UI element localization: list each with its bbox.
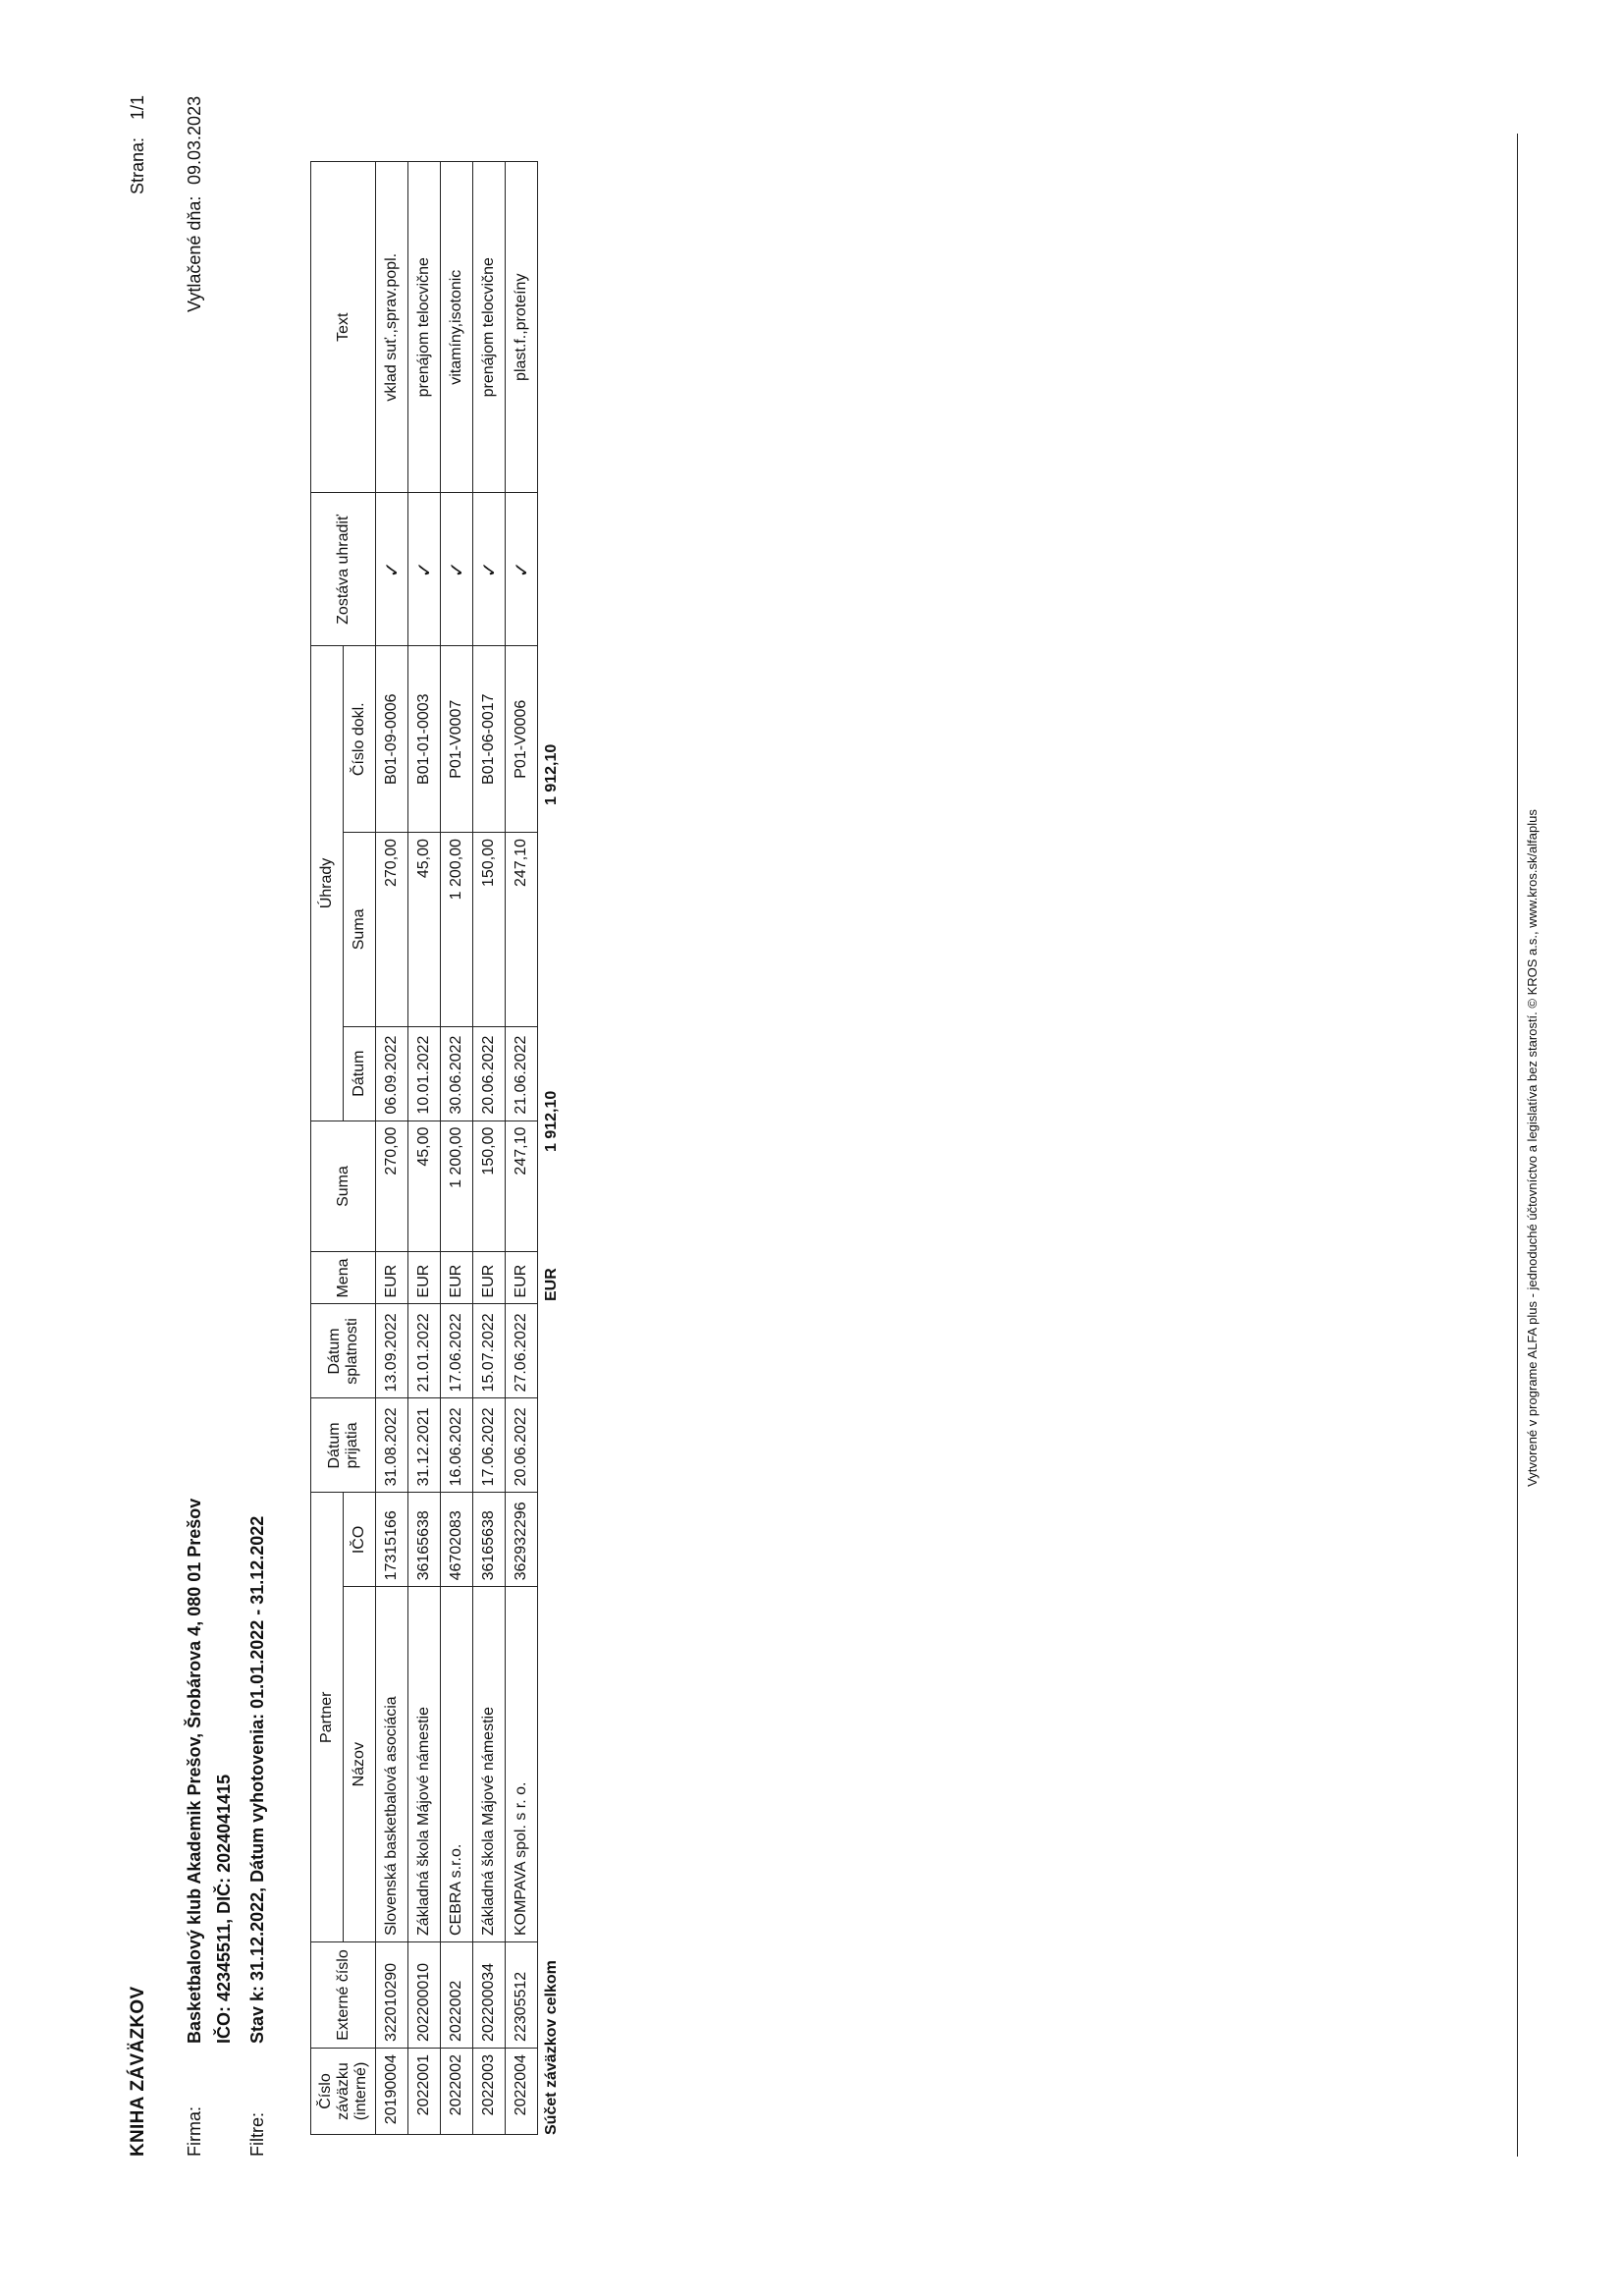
footer-text: Vytvorené v programe ALFA plus - jednoduché účtovníctvo a legislatíva bez starostí. © KROS a.s., www.kros.sk/alfaplus bbox=[1525, 809, 1540, 1487]
check-icon: ✓ bbox=[376, 493, 408, 646]
cell-mena: EUR bbox=[376, 1252, 408, 1304]
cell-cislo: 2022003 bbox=[473, 2049, 506, 2135]
strana-value: 1/1 bbox=[128, 94, 147, 120]
cell-suma: 270,00 bbox=[376, 1121, 408, 1252]
totals-payments-sum: 1 912,10 bbox=[543, 743, 560, 805]
cell-prijatia: 31.08.2022 bbox=[376, 1398, 408, 1493]
cell-text: plast.f.,proteíny bbox=[506, 162, 538, 493]
cell-uhrady-suma: 247,10 bbox=[506, 833, 538, 1027]
col-cislo-zavazku: Číslo záväzku (interné) bbox=[311, 2049, 376, 2135]
check-icon: ✓ bbox=[408, 493, 441, 646]
firma-label: Firma: bbox=[185, 2106, 204, 2157]
cell-uhrady-suma: 270,00 bbox=[376, 833, 408, 1027]
cell-uhrady-suma: 1 200,00 bbox=[441, 833, 473, 1027]
cell-nazov: CEBRA s.r.o. bbox=[441, 1587, 473, 1942]
cell-mena: EUR bbox=[441, 1252, 473, 1304]
footer-divider bbox=[1517, 134, 1518, 2157]
col-suma: Suma bbox=[311, 1121, 376, 1252]
cell-externe: 202200034 bbox=[473, 1942, 506, 2049]
col-cislo-dokl: Číslo dokl. bbox=[344, 646, 376, 833]
table-header-row bbox=[311, 162, 344, 2135]
firma-ico-dic: IČO: 42345511, DIČ: 2024041415 bbox=[214, 1774, 234, 2044]
cell-uhrady-suma: 45,00 bbox=[408, 833, 441, 1027]
cell-uhrady-datum: 30.06.2022 bbox=[441, 1026, 473, 1121]
check-icon: ✓ bbox=[473, 493, 506, 646]
col-datum-prijatia: Dátum prijatia bbox=[311, 1398, 376, 1493]
cell-mena: EUR bbox=[506, 1252, 538, 1304]
cell-nazov: Základná škola Májové námestie bbox=[408, 1587, 441, 1942]
cell-splatnosti: 17.06.2022 bbox=[441, 1304, 473, 1398]
col-text: Text bbox=[311, 162, 376, 493]
printed-label: Vytlačené dňa: bbox=[185, 195, 204, 312]
cell-prijatia: 20.06.2022 bbox=[506, 1398, 538, 1493]
cell-ico: 46702083 bbox=[441, 1493, 473, 1587]
cell-uhrady-suma: 150,00 bbox=[473, 833, 506, 1027]
liabilities-table bbox=[310, 161, 538, 2135]
cell-suma: 150,00 bbox=[473, 1121, 506, 1252]
totals-label: Súčet záväzkov celkom bbox=[543, 1960, 560, 2135]
cell-text: prenájom telocvične bbox=[408, 162, 441, 493]
cell-text: vklad suť.,sprav.popl. bbox=[376, 162, 408, 493]
cell-cislo-dokl: P01-V0006 bbox=[506, 646, 538, 833]
cell-uhrady-datum: 10.01.2022 bbox=[408, 1026, 441, 1121]
filtre-value: Stav k: 31.12.2022, Dátum vyhotovenia: 01.01.2022 - 31.12.2022 bbox=[247, 1515, 267, 2044]
cell-externe: 322010290 bbox=[376, 1942, 408, 2049]
col-zostava-uhradit: Zostáva uhradiť bbox=[311, 493, 376, 646]
cell-suma: 247,10 bbox=[506, 1121, 538, 1252]
cell-cislo: 2022002 bbox=[441, 2049, 473, 2135]
totals-currency: EUR bbox=[543, 1268, 560, 1301]
col-externe-cislo: Externé číslo bbox=[311, 1942, 376, 2049]
printed-date: 09.03.2023 bbox=[185, 95, 204, 185]
firma-name-address: Basketbalový klub Akademik Prešov, Šrobárova 4, 080 01 Prešov bbox=[185, 1498, 204, 2044]
cell-prijatia: 31.12.2021 bbox=[408, 1398, 441, 1493]
strana-label: Strana: bbox=[128, 137, 147, 194]
cell-externe: 2022002 bbox=[441, 1942, 473, 2049]
cell-cislo: 2022001 bbox=[408, 2049, 441, 2135]
cell-suma: 1 200,00 bbox=[441, 1121, 473, 1252]
cell-cislo: 2022004 bbox=[506, 2049, 538, 2135]
cell-splatnosti: 27.06.2022 bbox=[506, 1304, 538, 1398]
cell-nazov: Slovenská basketbalová asociácia bbox=[376, 1587, 408, 1942]
table-row bbox=[506, 162, 538, 2135]
cell-cislo-dokl: P01-V0007 bbox=[441, 646, 473, 833]
document-title: KNIHA ZÁVÄZKOV bbox=[128, 1986, 148, 2157]
cell-uhrady-datum: 20.06.2022 bbox=[473, 1026, 506, 1121]
table-row bbox=[441, 162, 473, 2135]
cell-ico: 17315166 bbox=[376, 1493, 408, 1587]
table-row bbox=[408, 162, 441, 2135]
filtre-label: Filtre: bbox=[247, 2112, 267, 2157]
cell-text: vitamíny,isotonic bbox=[441, 162, 473, 493]
table-row bbox=[473, 162, 506, 2135]
col-uhrady-suma: Suma bbox=[344, 833, 376, 1027]
table-row bbox=[376, 162, 408, 2135]
cell-prijatia: 17.06.2022 bbox=[473, 1398, 506, 1493]
cell-suma: 45,00 bbox=[408, 1121, 441, 1252]
check-icon: ✓ bbox=[506, 493, 538, 646]
cell-nazov: Základná škola Májové námestie bbox=[473, 1587, 506, 1942]
cell-splatnosti: 15.07.2022 bbox=[473, 1304, 506, 1398]
cell-cislo-dokl: B01-01-0003 bbox=[408, 646, 441, 833]
cell-text: prenájom telocvične bbox=[473, 162, 506, 493]
col-nazov: Názov bbox=[344, 1587, 376, 1942]
col-partner: Partner bbox=[311, 1493, 344, 1942]
cell-nazov: KOMPAVA spol. s r. o. bbox=[506, 1587, 538, 1942]
cell-splatnosti: 13.09.2022 bbox=[376, 1304, 408, 1398]
cell-externe: 202200010 bbox=[408, 1942, 441, 2049]
cell-cislo-dokl: B01-09-0006 bbox=[376, 646, 408, 833]
cell-ico: 362932296 bbox=[506, 1493, 538, 1587]
cell-mena: EUR bbox=[473, 1252, 506, 1304]
totals-sum: 1 912,10 bbox=[543, 1090, 560, 1152]
cell-prijatia: 16.06.2022 bbox=[441, 1398, 473, 1493]
cell-uhrady-datum: 06.09.2022 bbox=[376, 1026, 408, 1121]
check-icon: ✓ bbox=[441, 493, 473, 646]
cell-ico: 36165638 bbox=[408, 1493, 441, 1587]
cell-mena: EUR bbox=[408, 1252, 441, 1304]
cell-externe: 22305512 bbox=[506, 1942, 538, 2049]
cell-splatnosti: 21.01.2022 bbox=[408, 1304, 441, 1398]
cell-uhrady-datum: 21.06.2022 bbox=[506, 1026, 538, 1121]
col-uhrady-datum: Dátum bbox=[344, 1026, 376, 1121]
col-mena: Mena bbox=[311, 1252, 376, 1304]
cell-ico: 36165638 bbox=[473, 1493, 506, 1587]
cell-cislo-dokl: B01-06-0017 bbox=[473, 646, 506, 833]
col-uhrady: Úhrady bbox=[311, 646, 344, 1121]
col-ico: IČO bbox=[344, 1493, 376, 1587]
col-datum-splatnosti: Dátum splatnosti bbox=[311, 1304, 376, 1398]
cell-cislo: 20190004 bbox=[376, 2049, 408, 2135]
